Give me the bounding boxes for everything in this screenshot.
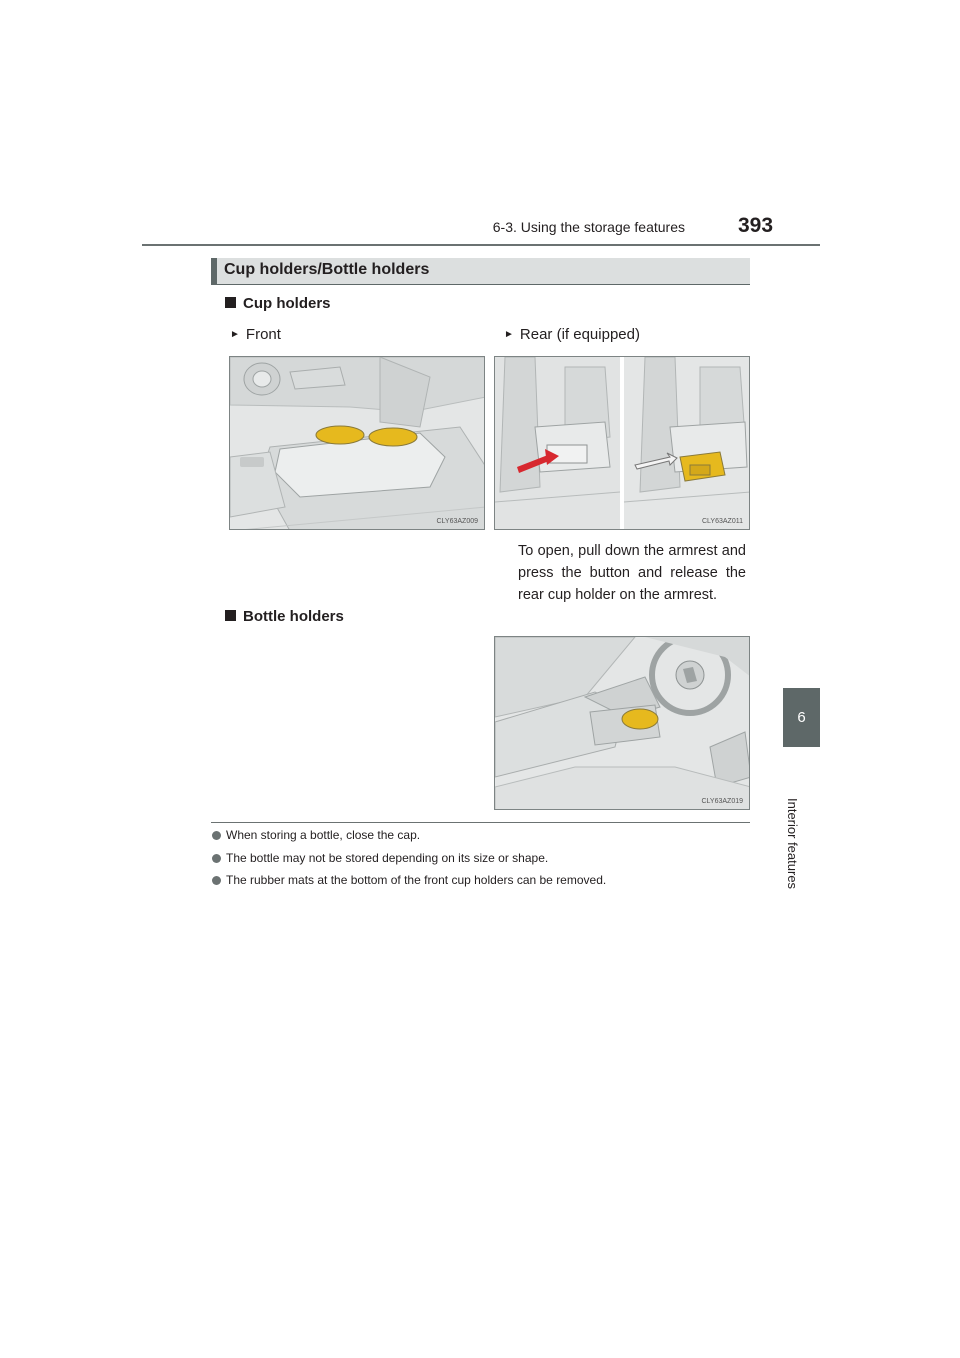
chapter-label-container bbox=[764, 758, 824, 890]
front-console-drawing bbox=[230, 357, 485, 530]
note-text: The rubber mats at the bottom of the front cup holders can be removed. bbox=[226, 873, 607, 887]
page-number: 393 bbox=[738, 214, 774, 237]
triangle-bullet-icon: ► bbox=[230, 329, 240, 340]
note-item bbox=[212, 851, 548, 865]
door-bottle-holder-drawing bbox=[495, 637, 750, 810]
note-text: The bottle may not be stored depending on its size or shape. bbox=[226, 851, 549, 865]
rear-caption bbox=[504, 326, 640, 343]
triangle-bullet-icon: ► bbox=[504, 329, 514, 340]
rear-cup-holder-description: To open, pull down the armrest and press the button and release the rear cup holder on the armrest. bbox=[518, 543, 746, 603]
running-header-title: 6-3. Using the storage features bbox=[492, 219, 685, 235]
rear-armrest-drawing bbox=[495, 357, 750, 530]
rear-caption-text: Rear (if equipped) bbox=[519, 326, 640, 343]
square-bullet-icon bbox=[225, 297, 236, 308]
front-caption-text: Front bbox=[245, 326, 281, 343]
note-text: When storing a bottle, close the cap. bbox=[226, 828, 421, 842]
front-caption bbox=[230, 326, 281, 343]
circle-bullet-icon bbox=[212, 854, 221, 863]
bottle-holders-heading-text: Bottle holders bbox=[243, 608, 344, 625]
square-bullet-icon bbox=[225, 610, 236, 621]
bottle-figure-code: CLY63AZ019 bbox=[701, 798, 743, 805]
front-cup-holder-illustration bbox=[229, 356, 485, 530]
note-item bbox=[212, 873, 606, 887]
chapter-number: 6 bbox=[797, 709, 806, 726]
rear-cup-holder-illustration bbox=[494, 356, 750, 530]
cup-holders-heading bbox=[225, 295, 331, 312]
circle-bullet-icon bbox=[212, 831, 221, 840]
section-title: Cup holders/Bottle holders bbox=[224, 261, 430, 278]
chapter-label: Interior features bbox=[785, 798, 800, 890]
notes-divider bbox=[211, 822, 750, 823]
bottle-holder-illustration bbox=[494, 636, 750, 810]
front-figure-code: CLY63AZ009 bbox=[436, 518, 478, 525]
note-item bbox=[212, 828, 420, 842]
cup-holders-heading-text: Cup holders bbox=[243, 295, 331, 312]
chapter-tab bbox=[783, 688, 820, 747]
bottle-holders-heading bbox=[225, 608, 344, 625]
circle-bullet-icon bbox=[212, 876, 221, 885]
header-rule bbox=[142, 244, 820, 246]
rear-figure-code: CLY63AZ011 bbox=[702, 518, 743, 525]
